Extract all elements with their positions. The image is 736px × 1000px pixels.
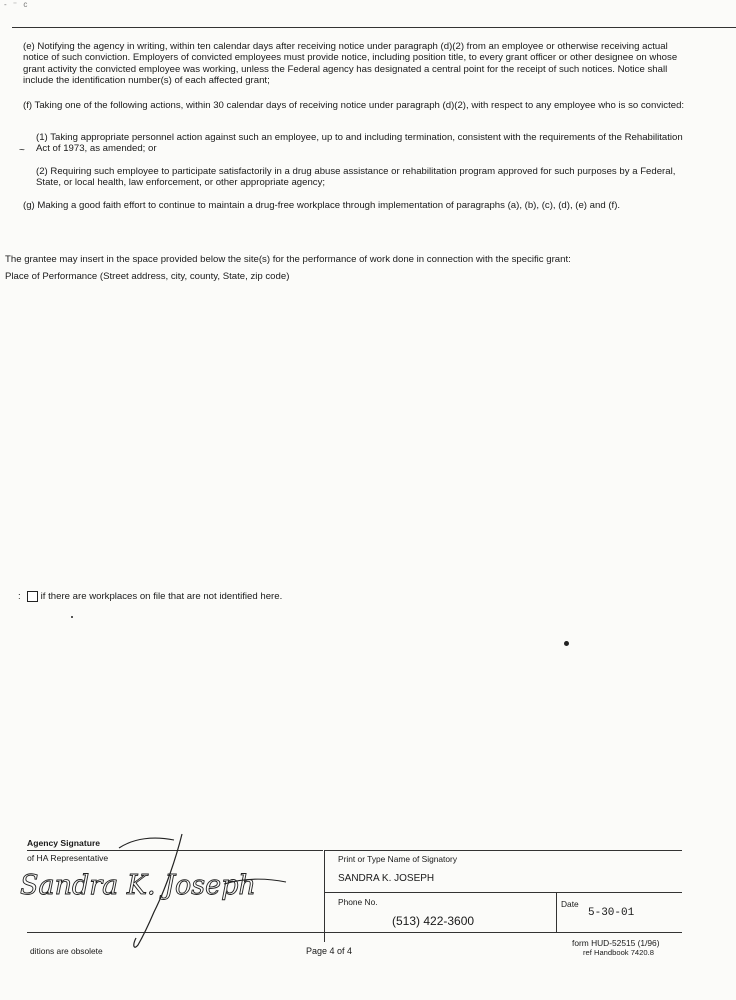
handbook-reference: ref Handbook 7420.8 — [583, 948, 654, 957]
signature-image — [14, 828, 304, 953]
place-of-performance-label: Place of Performance (Street address, city, county, State, zip code) — [5, 271, 290, 282]
paragraph-f: (f) Taking one of the following actions, within 30 calendar days of receiving notice under paragraph (d)(2), with respect to any employee who is so convicted: — [23, 100, 685, 111]
date-label: Date — [561, 899, 579, 909]
workplaces-on-file-checkbox[interactable] — [27, 591, 38, 602]
phone-value: (513) 422-3600 — [392, 914, 475, 928]
row-prefix: : — [18, 591, 21, 602]
phone-top-rule — [324, 892, 682, 893]
scan-mark: - ⁻ c — [4, 0, 30, 9]
form-number: form HUD-52515 (1/96) — [572, 938, 660, 948]
paragraph-g: (g) Making a good faith effort to continue to maintain a drug-free workplace through implementation of paragraphs (a), (b), (c), (d), (e) and (f). — [23, 200, 621, 211]
date-divider — [556, 892, 557, 932]
print-name-value: SANDRA K. JOSEPH — [338, 873, 435, 884]
page-number: Page 4 of 4 — [306, 946, 353, 956]
ha-representative-label: of HA Representative — [27, 853, 109, 863]
grantee-instruction: The grantee may insert in the space provided below the site(s) for the performance of work done in connection with the specific grant: — [5, 254, 571, 265]
paragraph-e: (e) Notifying the agency in writing, within ten calendar days after receiving notice under paragraph (d)(2) from an employee or otherwise receiving actual notice of such conviction. Employers of convicted employees must provide notice, including position title, to every grant officer or other designee on whose grant activity the convicted employee was working, unless the Federal agency has designated a central point for the receipt of such notices. Notice shall include the identification number(s) of each affected grant; — [23, 41, 678, 86]
signature-divider — [324, 850, 325, 942]
signature-text: Sandra K. Joseph — [20, 870, 256, 901]
paragraph-f1: (1) Taking appropriate personnel action against such an employee, up to and including termination, consistent with the requirements of the Rehabilitation Act of 1973, as amended; or — [36, 132, 683, 155]
date-value: 5-30-01 — [588, 907, 635, 919]
top-rule — [12, 27, 736, 28]
print-name-label: Print or Type Name of Signatory — [338, 854, 458, 864]
scan-speck — [71, 616, 73, 618]
editions-obsolete-note: ditions are obsolete — [30, 946, 103, 956]
paragraph-f2: (2) Requiring such employee to participate satisfactorily in a drug abuse assistance or rehabilitation program approved for such purposes by a Federal, State, or local health, law enforcement, or other appropriate agency; — [36, 166, 676, 189]
scan-speck — [564, 641, 569, 646]
phone-label: Phone No. — [338, 897, 378, 907]
name-top-rule — [324, 850, 682, 851]
workplaces-on-file-row — [18, 591, 282, 602]
workplaces-on-file-label: if there are workplaces on file that are not identified here. — [40, 591, 283, 602]
agency-signature-label: Agency Signature — [27, 838, 101, 848]
margin-dash: ~ — [19, 145, 25, 156]
